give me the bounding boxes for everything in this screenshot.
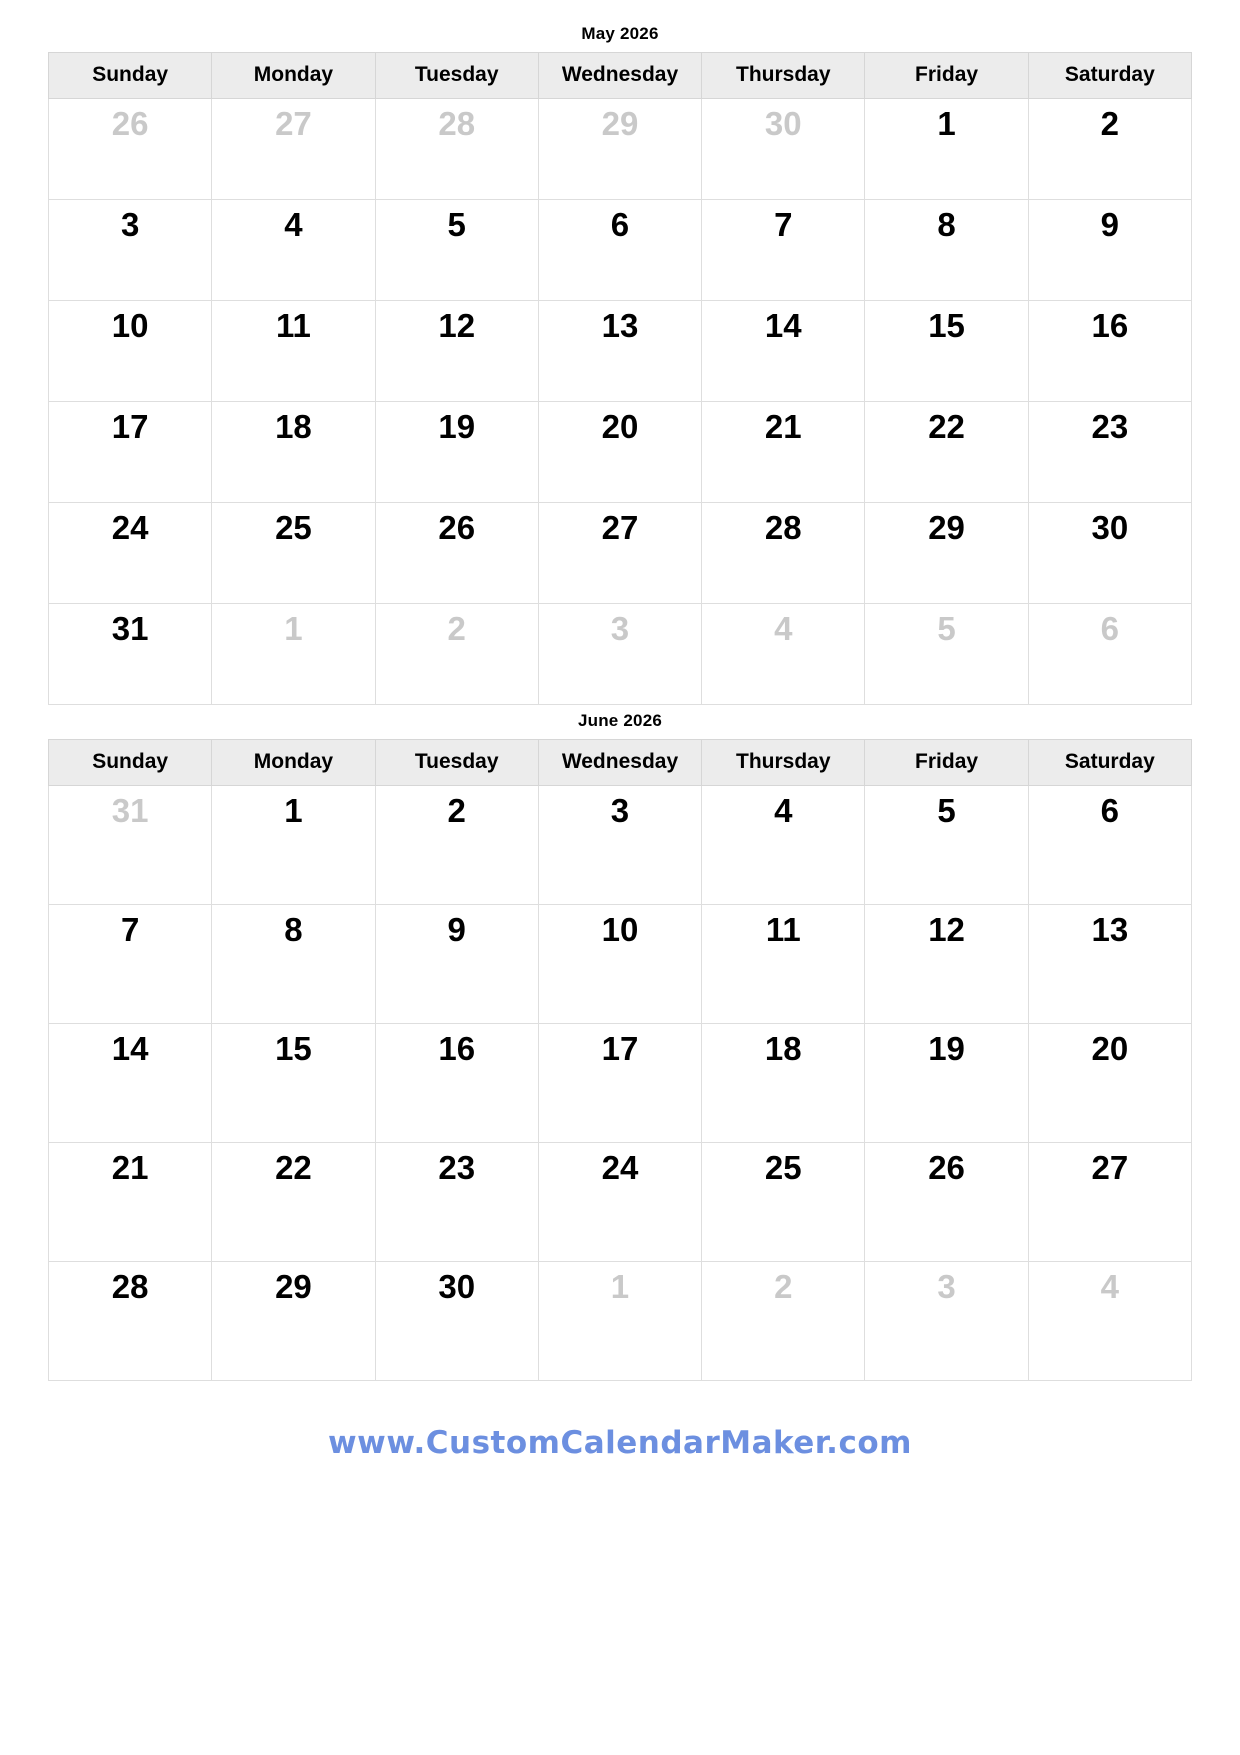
day-number: 2 (447, 792, 466, 829)
day-cell[interactable] (49, 200, 212, 301)
day-cell[interactable] (538, 301, 701, 402)
day-cell[interactable] (212, 604, 375, 705)
day-number: 11 (275, 307, 311, 344)
day-cell[interactable] (375, 200, 538, 301)
day-cell[interactable] (538, 1262, 701, 1381)
day-number: 9 (447, 911, 466, 948)
day-cell[interactable] (212, 402, 375, 503)
day-number: 1 (284, 610, 303, 647)
day-number: 26 (438, 509, 476, 546)
week-row (49, 301, 1192, 402)
day-cell[interactable] (212, 1143, 375, 1262)
month-title: May 2026 (581, 24, 659, 43)
day-number: 8 (937, 206, 956, 243)
day-number: 21 (764, 408, 802, 445)
week-row (49, 1143, 1192, 1262)
day-number: 12 (928, 911, 965, 948)
day-number: 3 (610, 610, 630, 647)
day-number: 4 (774, 610, 793, 647)
day-cell[interactable] (865, 786, 1028, 905)
day-number: 27 (275, 105, 312, 142)
day-cell[interactable] (538, 1024, 701, 1143)
day-cell[interactable] (702, 200, 865, 301)
day-cell[interactable] (538, 1143, 701, 1262)
day-cell[interactable] (49, 1024, 212, 1143)
day-cell[interactable] (212, 301, 375, 402)
weekday-header-monday: Monday (212, 53, 375, 99)
day-number: 17 (111, 408, 149, 445)
day-cell[interactable] (865, 1143, 1028, 1262)
weekday-header-sunday: Sunday (49, 740, 212, 786)
weekday-header-saturday: Saturday (1028, 740, 1191, 786)
day-cell[interactable] (212, 1262, 375, 1381)
calendar-table-may (48, 52, 1192, 705)
day-number: 25 (275, 509, 312, 546)
day-cell[interactable] (49, 786, 212, 905)
day-number: 2 (1100, 105, 1120, 142)
day-number: 29 (928, 509, 965, 546)
day-number: 27 (1091, 1149, 1129, 1186)
week-row (49, 1262, 1192, 1381)
day-cell[interactable] (865, 99, 1028, 200)
week-row (49, 786, 1192, 905)
day-number: 5 (447, 206, 466, 243)
day-number: 18 (764, 1030, 802, 1067)
day-number: 24 (111, 509, 149, 546)
day-cell[interactable] (865, 1262, 1028, 1381)
day-cell[interactable] (702, 786, 865, 905)
day-number: 5 (937, 792, 956, 829)
day-cell[interactable] (212, 200, 375, 301)
day-cell[interactable] (1028, 301, 1191, 402)
day-cell[interactable] (375, 402, 538, 503)
day-number: 8 (284, 911, 303, 948)
day-number: 24 (601, 1149, 639, 1186)
day-number: 3 (937, 1268, 956, 1305)
day-cell[interactable] (1028, 1143, 1191, 1262)
day-number: 19 (928, 1030, 965, 1067)
day-number: 29 (275, 1268, 312, 1305)
day-cell[interactable] (212, 786, 375, 905)
day-number: 20 (601, 408, 639, 445)
day-number: 6 (1100, 792, 1120, 829)
day-cell[interactable] (49, 301, 212, 402)
day-number: 16 (438, 1030, 476, 1067)
day-cell[interactable] (1028, 1024, 1191, 1143)
day-cell[interactable] (702, 604, 865, 705)
day-cell[interactable] (1028, 99, 1191, 200)
day-number: 22 (928, 408, 965, 445)
day-number: 1 (284, 792, 303, 829)
day-number: 26 (111, 105, 149, 142)
weekday-header-thursday: Thursday (702, 53, 865, 99)
day-cell[interactable] (212, 99, 375, 200)
day-number: 10 (601, 911, 639, 948)
day-cell[interactable] (212, 1024, 375, 1143)
weekday-header-friday: Friday (865, 740, 1028, 786)
day-cell[interactable] (212, 503, 375, 604)
day-cell[interactable] (702, 402, 865, 503)
day-cell[interactable] (375, 604, 538, 705)
day-number: 28 (438, 105, 476, 142)
day-cell[interactable] (375, 1262, 538, 1381)
day-cell[interactable] (702, 301, 865, 402)
weekday-header-saturday: Saturday (1028, 53, 1191, 99)
day-cell[interactable] (49, 99, 212, 200)
day-number: 15 (928, 307, 965, 344)
day-cell[interactable] (702, 905, 865, 1024)
day-number: 9 (1100, 206, 1120, 243)
week-row (49, 99, 1192, 200)
day-number: 28 (764, 509, 802, 546)
day-number: 4 (774, 792, 793, 829)
day-cell[interactable] (702, 1262, 865, 1381)
day-number: 7 (774, 206, 793, 243)
day-number: 21 (111, 1149, 149, 1186)
day-number: 18 (275, 408, 312, 445)
day-cell[interactable] (375, 503, 538, 604)
footer (48, 1425, 1192, 1461)
website-link[interactable]: www.CustomCalendarMaker.com (328, 1425, 912, 1461)
day-cell[interactable] (375, 1143, 538, 1262)
day-number: 31 (111, 792, 149, 829)
day-cell[interactable] (1028, 604, 1191, 705)
day-cell[interactable] (702, 503, 865, 604)
week-row (49, 402, 1192, 503)
day-number: 5 (937, 610, 956, 647)
weekday-header-row (49, 53, 1192, 99)
day-cell[interactable] (538, 604, 701, 705)
day-number: 17 (601, 1030, 639, 1067)
day-cell[interactable] (1028, 200, 1191, 301)
day-number: 16 (1091, 307, 1129, 344)
day-number: 30 (764, 105, 802, 142)
day-cell[interactable] (865, 1024, 1028, 1143)
day-number: 15 (275, 1030, 312, 1067)
calendar-body-june (49, 786, 1192, 1381)
weekday-header-friday: Friday (865, 53, 1028, 99)
day-cell[interactable] (49, 1143, 212, 1262)
day-cell[interactable] (1028, 1262, 1191, 1381)
weekday-header-thursday: Thursday (702, 740, 865, 786)
day-number: 1 (937, 105, 956, 142)
day-number: 14 (111, 1030, 149, 1067)
day-number: 11 (765, 911, 801, 948)
week-row (49, 604, 1192, 705)
day-cell[interactable] (865, 301, 1028, 402)
day-cell[interactable] (865, 604, 1028, 705)
week-row (49, 1024, 1192, 1143)
month-block-may (48, 24, 1192, 705)
weekday-header-wednesday: Wednesday (538, 53, 701, 99)
day-number: 3 (610, 792, 630, 829)
day-number: 26 (928, 1149, 965, 1186)
day-number: 14 (764, 307, 802, 344)
day-cell[interactable] (538, 786, 701, 905)
day-cell[interactable] (538, 905, 701, 1024)
day-cell[interactable] (375, 1024, 538, 1143)
day-number: 27 (601, 509, 639, 546)
day-number: 23 (438, 1149, 476, 1186)
day-number: 2 (774, 1268, 793, 1305)
day-number: 20 (1091, 1030, 1129, 1067)
weekday-header-tuesday: Tuesday (375, 53, 538, 99)
day-cell[interactable] (1028, 402, 1191, 503)
day-cell[interactable] (1028, 786, 1191, 905)
day-cell[interactable] (375, 301, 538, 402)
day-number: 30 (438, 1268, 476, 1305)
day-number: 4 (284, 206, 303, 243)
day-cell[interactable] (702, 1024, 865, 1143)
day-cell[interactable] (865, 503, 1028, 604)
day-number: 23 (1091, 408, 1129, 445)
day-number: 13 (601, 307, 639, 344)
day-number: 1 (610, 1268, 630, 1305)
day-number: 30 (1091, 509, 1129, 546)
week-row (49, 200, 1192, 301)
weekday-header-tuesday: Tuesday (375, 740, 538, 786)
day-number: 22 (275, 1149, 312, 1186)
weekday-header-wednesday: Wednesday (538, 740, 701, 786)
day-number: 2 (447, 610, 466, 647)
day-number: 12 (438, 307, 476, 344)
day-number: 25 (764, 1149, 802, 1186)
day-cell[interactable] (212, 905, 375, 1024)
day-cell[interactable] (49, 1262, 212, 1381)
day-number: 19 (438, 408, 476, 445)
day-cell[interactable] (702, 99, 865, 200)
week-row (49, 905, 1192, 1024)
day-number: 10 (111, 307, 149, 344)
month-block-june (48, 711, 1192, 1381)
day-number: 29 (601, 105, 639, 142)
day-cell[interactable] (702, 1143, 865, 1262)
day-cell[interactable] (865, 905, 1028, 1024)
day-cell[interactable] (375, 905, 538, 1024)
weekday-header-monday: Monday (212, 740, 375, 786)
day-number: 13 (1091, 911, 1129, 948)
day-cell[interactable] (49, 503, 212, 604)
day-cell[interactable] (865, 200, 1028, 301)
day-number: 3 (120, 206, 140, 243)
weekday-header-row (49, 740, 1192, 786)
calendar-body-may (49, 99, 1192, 705)
month-title: June 2026 (577, 711, 663, 730)
day-number: 4 (1100, 1268, 1120, 1305)
day-number: 7 (120, 911, 140, 948)
day-cell[interactable] (538, 200, 701, 301)
day-number: 6 (1100, 610, 1120, 647)
day-cell[interactable] (538, 402, 701, 503)
day-cell[interactable] (1028, 905, 1191, 1024)
day-cell[interactable] (865, 402, 1028, 503)
weekday-header-sunday: Sunday (49, 53, 212, 99)
week-row (49, 503, 1192, 604)
calendar-table-june (48, 739, 1192, 1381)
day-number: 31 (111, 610, 149, 647)
day-cell[interactable] (1028, 503, 1191, 604)
day-cell[interactable] (49, 905, 212, 1024)
day-cell[interactable] (49, 604, 212, 705)
day-cell[interactable] (49, 402, 212, 503)
day-cell[interactable] (375, 786, 538, 905)
day-cell[interactable] (538, 99, 701, 200)
day-cell[interactable] (538, 503, 701, 604)
day-cell[interactable] (375, 99, 538, 200)
day-number: 6 (610, 206, 630, 243)
day-number: 28 (111, 1268, 149, 1305)
